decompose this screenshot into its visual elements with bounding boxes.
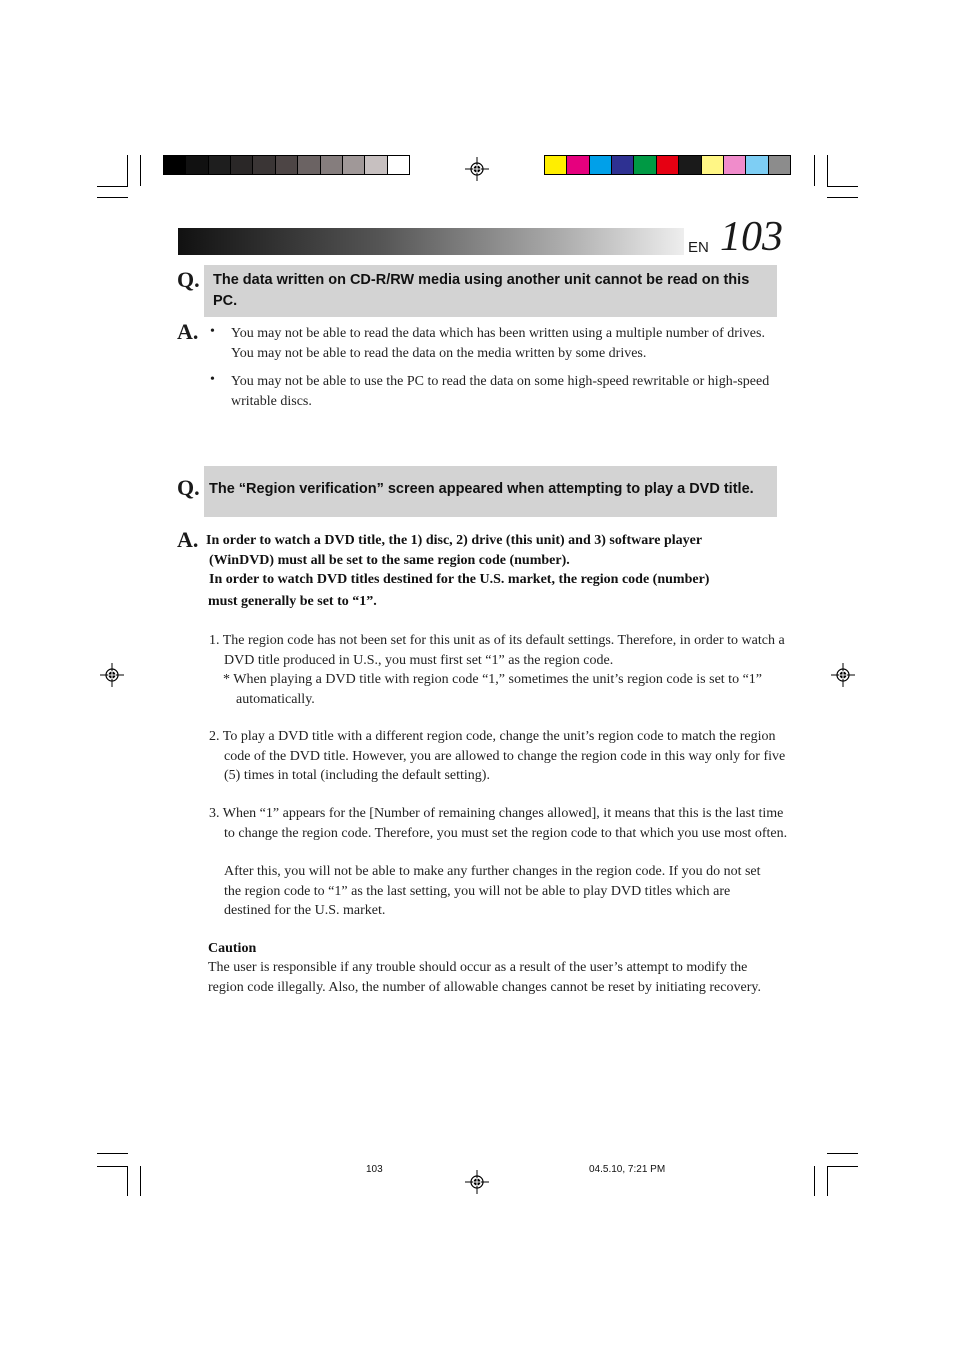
question-mark-label: Q. — [177, 267, 200, 292]
caution-text: The user is responsible if any trouble should occur as a result of the user’s attempt to modify the region code illegally. Also, the number of allowable changes cannot be reset by initiating recovery. — [208, 960, 761, 995]
numbered-item: 1. The region code has not been set for this unit as of its default settings. Therefore, in order to watch a DVD title produced in U.S., you must first set “1” as the region code. — [209, 633, 785, 668]
color-swatch — [163, 155, 186, 175]
color-swatch — [768, 155, 791, 175]
question-text: The “Region verification” screen appeared when attempting to play a DVD title. — [209, 481, 754, 497]
answer-bold-text: (WinDVD) must all be set to the same region code (number). — [209, 553, 570, 568]
answer-bullet: You may not be able to read the data which has been written using a multiple number of drives. You may not be able to read the data on the media written by some drives. — [231, 326, 765, 361]
color-swatch — [320, 155, 343, 175]
color-swatch — [275, 155, 298, 175]
answer-bold-text: must generally be set to “1”. — [208, 594, 377, 609]
answer-bullet: You may not be able to use the PC to read the data on some high-speed rewritable or high-speed writable discs. — [231, 374, 770, 409]
color-swatch — [252, 155, 275, 175]
crop-mark — [827, 155, 828, 186]
question-text: The data written on CD-R/RW media using another unit cannot be read on this PC. — [213, 272, 750, 309]
language-label: EN — [688, 239, 709, 256]
crop-mark — [827, 186, 858, 187]
answer-mark-label: A. — [177, 319, 199, 344]
crop-mark — [814, 1166, 815, 1196]
color-swatch — [230, 155, 253, 175]
color-swatch — [723, 155, 746, 175]
answer-bold-text: In order to watch a DVD title, the 1) disc, 2) drive (this unit) and 3) software player — [206, 533, 703, 548]
color-swatch — [364, 155, 387, 175]
answer-mark-label: A. — [177, 527, 199, 552]
color-swatch — [633, 155, 656, 175]
footer-timestamp: 04.5.10, 7:21 PM — [589, 1164, 666, 1175]
question-box — [204, 265, 777, 317]
answer-bold-text: In order to watch DVD titles destined for the U.S. market, the region code (number) — [209, 572, 710, 587]
item-continuation: After this, you will not be able to make any further changes in the region code. If you do not set the region code to “1” as the last setting, you will not be able to play DVD titles which are destined for the U.S. market. — [224, 864, 761, 918]
crop-mark — [814, 155, 815, 186]
crop-mark — [97, 1166, 128, 1167]
numbered-item: 2. To play a DVD title with a different region code, change the unit’s region code to match the region code of the DVD title. However, you are allowed to change the region code in this way only for five (5) times in total (including the default setting). — [209, 729, 786, 783]
crop-mark — [140, 155, 141, 186]
crop-mark — [97, 197, 128, 198]
page-number: 103 — [720, 214, 783, 260]
color-swatch — [701, 155, 724, 175]
registration-mark-icon — [465, 1170, 489, 1194]
question-mark-label: Q. — [177, 475, 200, 500]
bullet: • — [210, 324, 215, 339]
crop-mark — [827, 1166, 828, 1196]
registration-mark-icon — [831, 663, 855, 687]
color-swatch — [678, 155, 701, 175]
header-gradient-band — [178, 228, 684, 255]
crop-mark — [97, 186, 128, 187]
crop-mark — [827, 1166, 858, 1167]
crop-mark — [140, 1166, 141, 1196]
color-swatch — [656, 155, 679, 175]
crop-mark — [827, 197, 858, 198]
registration-mark-icon — [100, 663, 124, 687]
bullet: • — [210, 372, 215, 387]
item-note: * When playing a DVD title with region code “1,” sometimes the unit’s region code is set to “1” automatically. — [223, 672, 762, 707]
color-swatch — [208, 155, 231, 175]
caution-title: Caution — [208, 941, 257, 956]
numbered-item: 3. When “1” appears for the [Number of remaining changes allowed], it means that this is the last time to change the region code. Therefore, you must set the region code to that which you use most often. — [209, 806, 788, 841]
color-swatch — [589, 155, 612, 175]
question-box — [204, 466, 777, 517]
crop-mark — [827, 1153, 858, 1154]
color-swatch — [387, 155, 410, 175]
color-swatch — [297, 155, 320, 175]
crop-mark — [127, 1166, 128, 1196]
registration-mark-icon — [465, 157, 489, 181]
crop-mark — [97, 1153, 128, 1154]
color-swatch — [342, 155, 365, 175]
color-swatch — [544, 155, 567, 175]
color-swatch — [745, 155, 768, 175]
crop-mark — [127, 155, 128, 186]
footer-page-number: 103 — [366, 1164, 383, 1175]
color-swatch — [566, 155, 589, 175]
color-swatch — [611, 155, 634, 175]
color-swatch — [185, 155, 208, 175]
